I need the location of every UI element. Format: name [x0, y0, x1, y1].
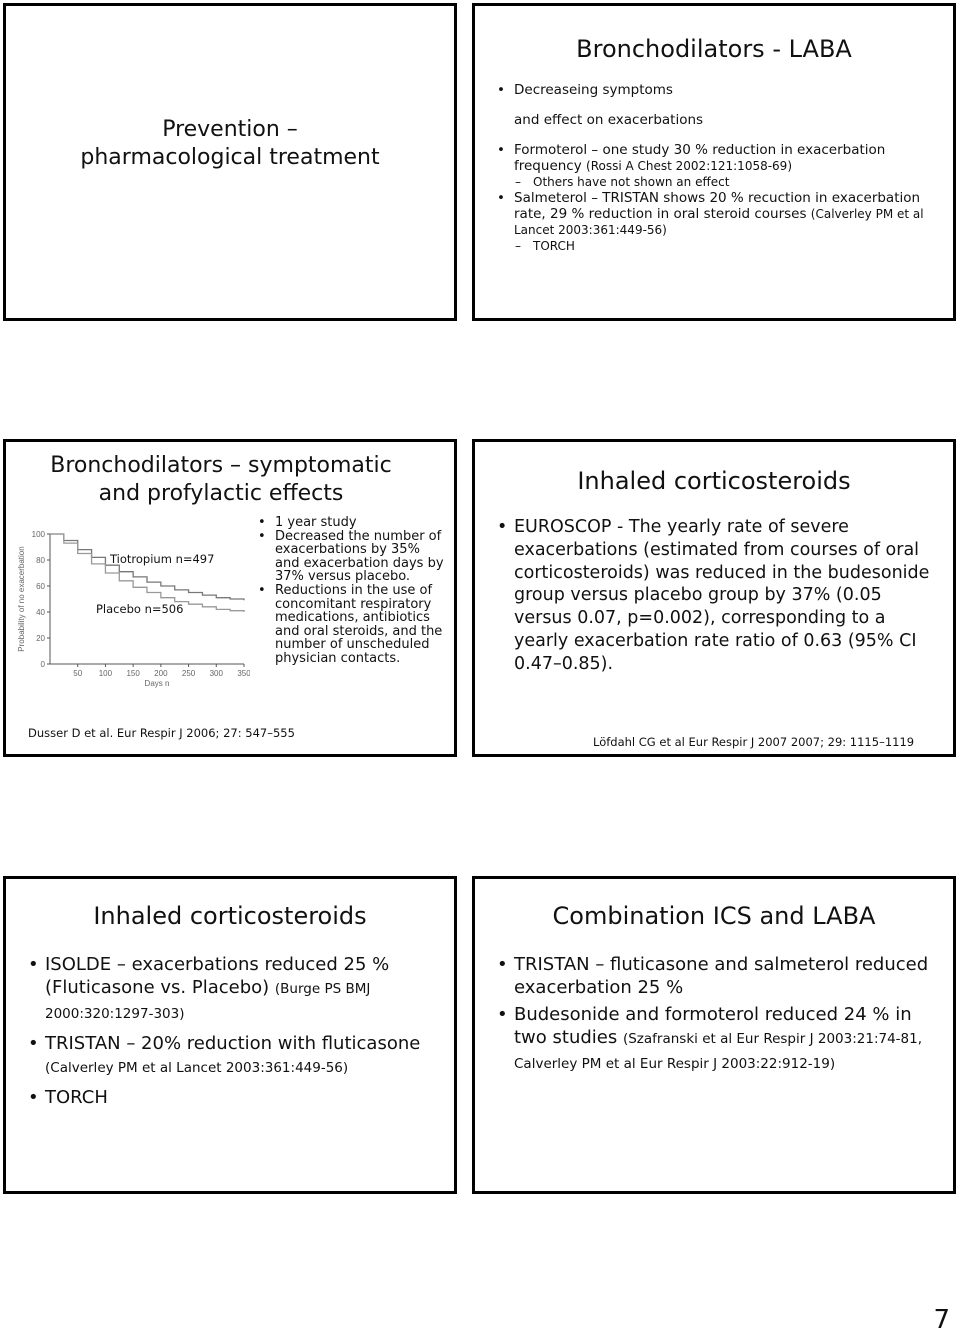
slide-title: Inhaled corticosteroids: [93, 902, 367, 930]
sub-bullet-item: [497, 174, 941, 190]
slide-bronchodilators-laba: [472, 3, 956, 321]
bullet-item: [497, 82, 941, 128]
bullet-text: 1 year study: [275, 515, 357, 530]
title-line-1: Bronchodilators – symptomatic: [50, 453, 392, 478]
bullet-text: and effect on exacerbations: [514, 112, 704, 128]
bullet-list: [497, 82, 941, 254]
x-tick-label: 350: [237, 669, 250, 678]
y-tick-label: 0: [40, 660, 45, 669]
bullet-item: [28, 953, 442, 1026]
slide-title: [26, 452, 416, 508]
slide-title: Combination ICS and LABA: [552, 902, 876, 930]
bullet-text: ISOLDE – exacerbations reduced 25 % (Fluticasone vs. Placebo): [45, 954, 390, 998]
y-tick-label: 60: [36, 582, 45, 591]
bullet-text: EUROSCOP - The yearly rate of severe exacerbations (estimated from courses of oral corticosteroids) was reduced in the budesonide group versus placebo group by 37% (0.05 versus 0.07, p=0.002), corresponding to a yearly exacerbation rate ratio of 0.63 (95% CI 0.47–0.85).: [514, 517, 930, 674]
bullet-item: [497, 953, 939, 999]
reference: (Rossi A Chest 2002:121:1058-69): [586, 159, 793, 173]
bullet-text: TRISTAN – 20% reduction with fluticasone: [45, 1033, 421, 1054]
bullet-text: • Decreaseing symptoms: [514, 82, 673, 98]
sub-bullet-item: [497, 238, 941, 254]
bullet-item: [28, 1032, 442, 1080]
tiotropium-label: Tiotropium n=497: [110, 552, 215, 566]
slide-title: Bronchodilators - LABA: [576, 35, 852, 63]
y-tick-label: 40: [36, 608, 45, 617]
bullet-item: [497, 142, 941, 174]
slide-title: [6, 116, 454, 172]
bullet-text: Others have not shown an effect: [533, 175, 730, 189]
y-tick-label: 100: [31, 530, 45, 539]
bullet-text: Decreased the number of exacerbations by 35% and exacerbation days by 37% versus placebo.: [275, 528, 444, 585]
slide-prevention: [3, 3, 457, 321]
placebo-series-line: [50, 534, 244, 612]
bullet-list: [497, 953, 939, 1080]
survival-chart: [14, 528, 250, 688]
page-number: 7: [933, 1305, 950, 1335]
bullet-item: [497, 1003, 939, 1076]
x-tick-label: 100: [98, 669, 113, 678]
slide-inhaled-corticosteroids-euroscop: [472, 439, 956, 757]
x-tick-label: 300: [209, 669, 223, 678]
bullet-text: Budesonide and formoterol reduced 24 % in two studies: [514, 1004, 912, 1048]
bullet-text: Reductions in the use of concomitant respiratory medications, antibiotics and oral steroids, and the number of unscheduled physician contacts.: [275, 582, 443, 666]
bullet-list: [258, 516, 448, 666]
reference: (Burge PS BMJ 2000:320:1297-303): [45, 981, 371, 1022]
slide-inhaled-corticosteroids: [3, 876, 457, 1194]
bullet-text: TORCH: [45, 1087, 108, 1108]
reference: (Szafranski et al Eur Respir J 2003:21:74-81, Calverley PM et al Eur Respir J 2003:22:912-19): [514, 1031, 923, 1072]
bullet-text: Salmeterol – TRISTAN shows 20 % recuction in exacerbation rate, 29 % reduction in oral steroid courses: [514, 190, 921, 222]
slide-combination-ics-laba: [472, 876, 956, 1194]
x-tick-label: 200: [154, 669, 168, 678]
bullet-text: TORCH: [533, 239, 575, 253]
title-line-2: and profylactic effects: [98, 481, 344, 506]
x-tick-label: 150: [126, 669, 140, 678]
title-line-1: Prevention –: [162, 117, 298, 142]
y-tick-label: 20: [36, 634, 45, 643]
bullet-list: [28, 953, 442, 1115]
bullet-text: TRISTAN – fluticasone and salmeterol reduced exacerbation 25 %: [514, 954, 929, 998]
placebo-label: Placebo n=506: [96, 602, 184, 616]
slide-title: Inhaled corticosteroids: [577, 467, 851, 495]
slide-bronchodilators-effects: [3, 439, 457, 757]
bullet-item: [258, 530, 448, 584]
x-axis-label: Days n: [144, 679, 170, 688]
y-tick-label: 80: [36, 556, 45, 565]
reference: (Calverley PM et al Lancet 2003:361:449-56): [514, 207, 924, 237]
bullet-item: [258, 584, 448, 666]
x-tick-label: 250: [181, 669, 196, 678]
bullet-item: [28, 1086, 442, 1109]
citation: Löfdahl CG et al Eur Respir J 2007 2007; 29: 1115–1119: [593, 735, 915, 749]
y-axis-label: Probability of no exacerbation: [17, 546, 26, 652]
bullet-item: [497, 190, 941, 238]
bullet-item: [258, 516, 448, 530]
bullet-item: [497, 516, 939, 676]
bullet-text: Formoterol – one study 30 % reduction in exacerbation frequency: [514, 142, 886, 174]
reference: (Calverley PM et al Lancet 2003:361:449-56): [45, 1060, 349, 1076]
citation: Dusser D et al. Eur Respir J 2006; 27: 547–555: [28, 726, 295, 740]
bullet-list: [497, 516, 939, 676]
title-line-2: pharmacological treatment: [80, 145, 380, 170]
x-tick-label: 50: [73, 669, 83, 678]
chart-series: [50, 534, 244, 612]
